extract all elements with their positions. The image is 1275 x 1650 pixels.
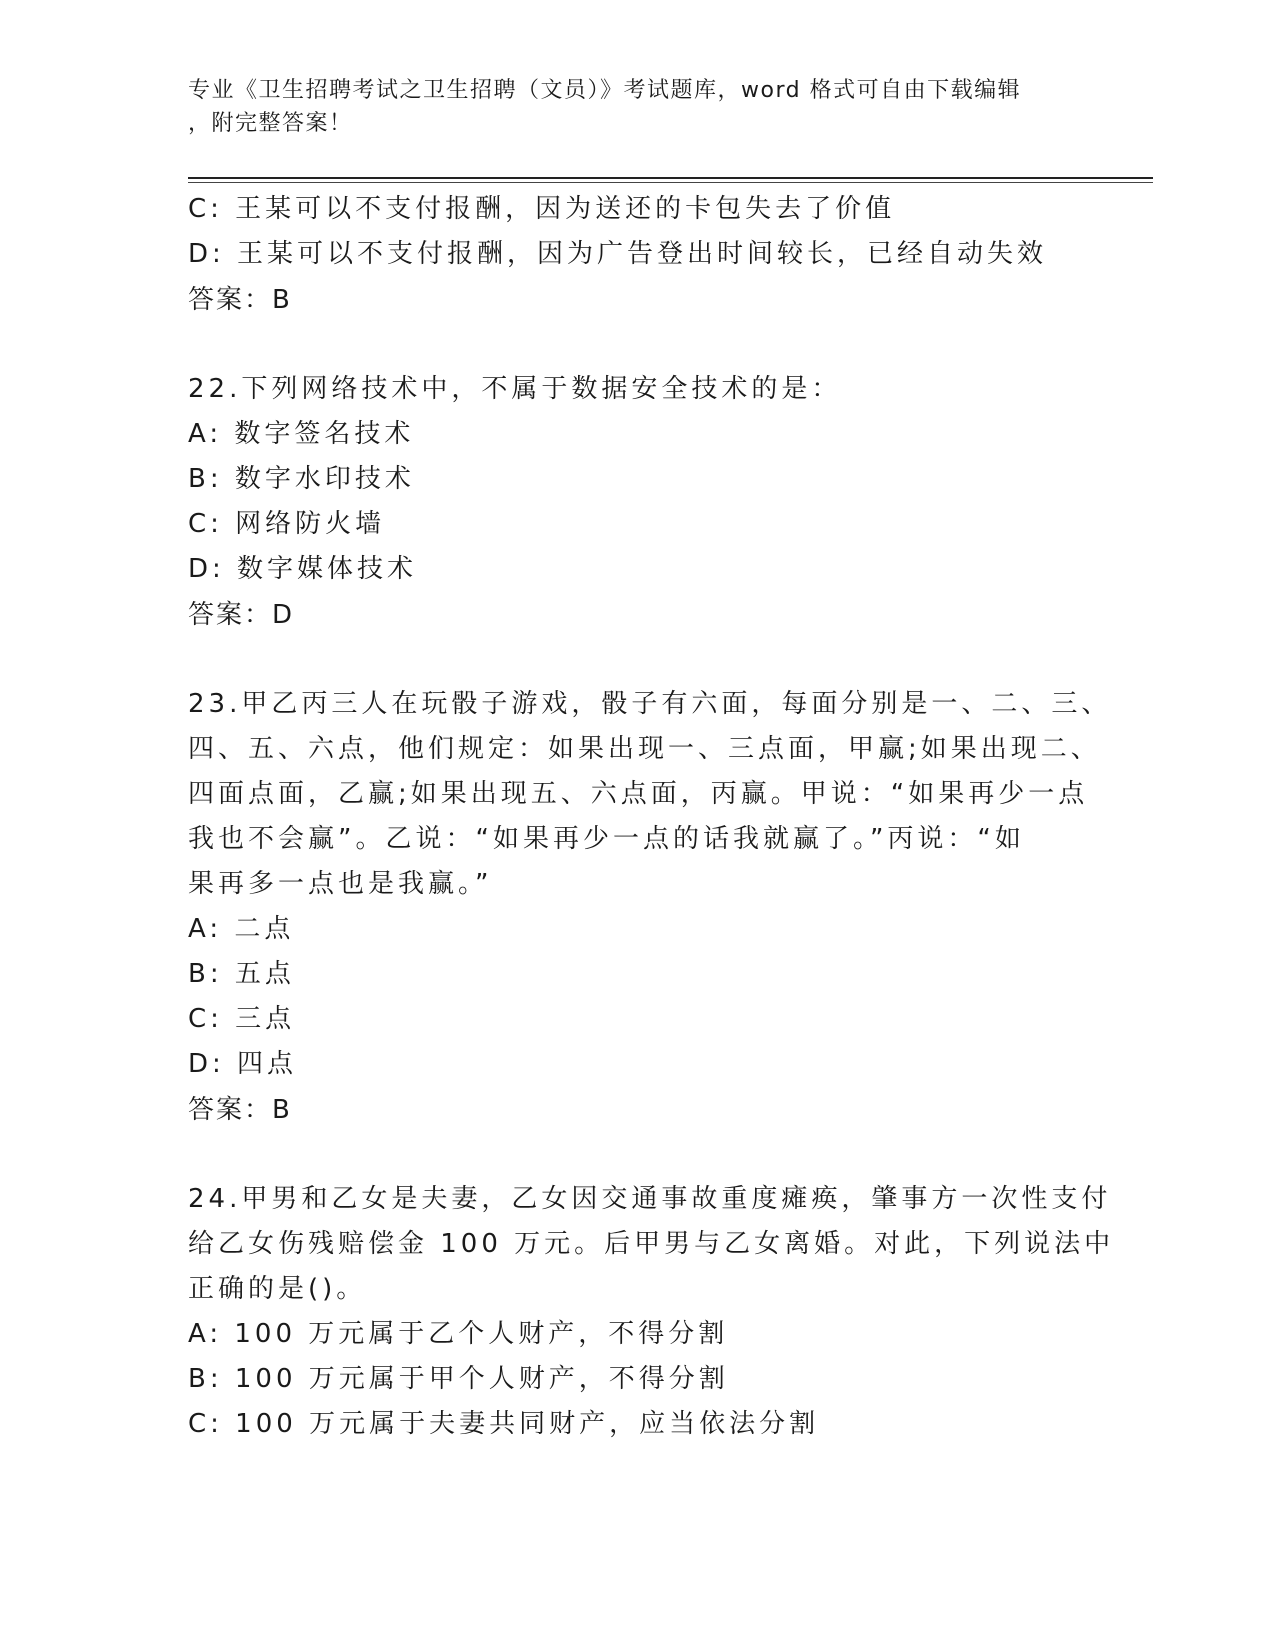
answer-line: 答案：B xyxy=(188,285,292,315)
option-a: A: 100 万元属于乙个人财产，不得分割 xyxy=(188,1319,729,1349)
header-divider-thin xyxy=(188,182,1153,183)
question-stem-line-2: 四、五、六点，他们规定：如果出现一、三点面，甲赢;如果出现二、 xyxy=(188,734,1101,764)
option-b: B: 五点 xyxy=(188,959,295,989)
question-23 xyxy=(188,682,1112,1133)
question-spacer xyxy=(188,638,1088,682)
option-a: A: 二点 xyxy=(188,914,295,944)
question-24 xyxy=(188,1177,1115,1447)
question-22 xyxy=(188,367,1088,638)
question-stem-line-2: 给乙女伤残赔偿金 100 万元。后甲男与乙女离婚。对此，下列说法中 xyxy=(188,1229,1115,1259)
question-21-tail xyxy=(188,187,1088,323)
answer-line: 答案：D xyxy=(188,600,295,630)
question-stem-line-1: 24.甲男和乙女是夫妻，乙女因交通事故重度瘫痪，肇事方一次性支付 xyxy=(188,1184,1112,1214)
option-b: B: 100 万元属于甲个人财产，不得分割 xyxy=(188,1364,729,1394)
question-stem-line-1: 23.甲乙丙三人在玩骰子游戏，骰子有六面，每面分别是一、二、三、 xyxy=(188,689,1112,719)
option-a: A: 数字签名技术 xyxy=(188,419,415,449)
option-b: B: 数字水印技术 xyxy=(188,464,415,494)
answer-line: 答案：B xyxy=(188,1095,292,1125)
header-divider-thick xyxy=(188,177,1153,179)
page-header xyxy=(188,74,1088,140)
option-c: C: 三点 xyxy=(188,1004,296,1034)
option-c: C: 王某可以不支付报酬，因为送还的卡包失去了价值 xyxy=(188,194,896,224)
question-spacer xyxy=(188,323,1088,367)
option-c: C: 100 万元属于夫妻共同财产，应当依法分割 xyxy=(188,1409,820,1439)
option-d: D: 四点 xyxy=(188,1049,298,1079)
question-stem-line-5: 果再多一点也是我赢。” xyxy=(188,869,493,899)
question-stem-line-3: 四面点面，乙赢;如果出现五、六点面，丙赢。甲说：“如果再少一点 xyxy=(188,779,1089,809)
option-d: D: 数字媒体技术 xyxy=(188,554,418,584)
question-stem-line-3: 正确的是()。 xyxy=(188,1274,367,1304)
header-title-line-1: 专业《卫生招聘考试之卫生招聘（文员）》考试题库，word 格式可自由下载编辑 xyxy=(188,78,1022,103)
question-spacer xyxy=(188,1133,1088,1177)
question-content xyxy=(188,187,1115,1447)
question-stem: 22.下列网络技术中，不属于数据安全技术的是： xyxy=(188,374,842,404)
option-c: C: 网络防火墙 xyxy=(188,509,386,539)
option-d: D: 王某可以不支付报酬，因为广告登出时间较长，已经自动失效 xyxy=(188,239,1048,269)
question-stem-line-4: 我也不会赢”。乙说：“如果再少一点的话我就赢了。”丙说：“如 xyxy=(188,824,1025,854)
header-title-line-2: ，附完整答案！ xyxy=(188,111,353,136)
